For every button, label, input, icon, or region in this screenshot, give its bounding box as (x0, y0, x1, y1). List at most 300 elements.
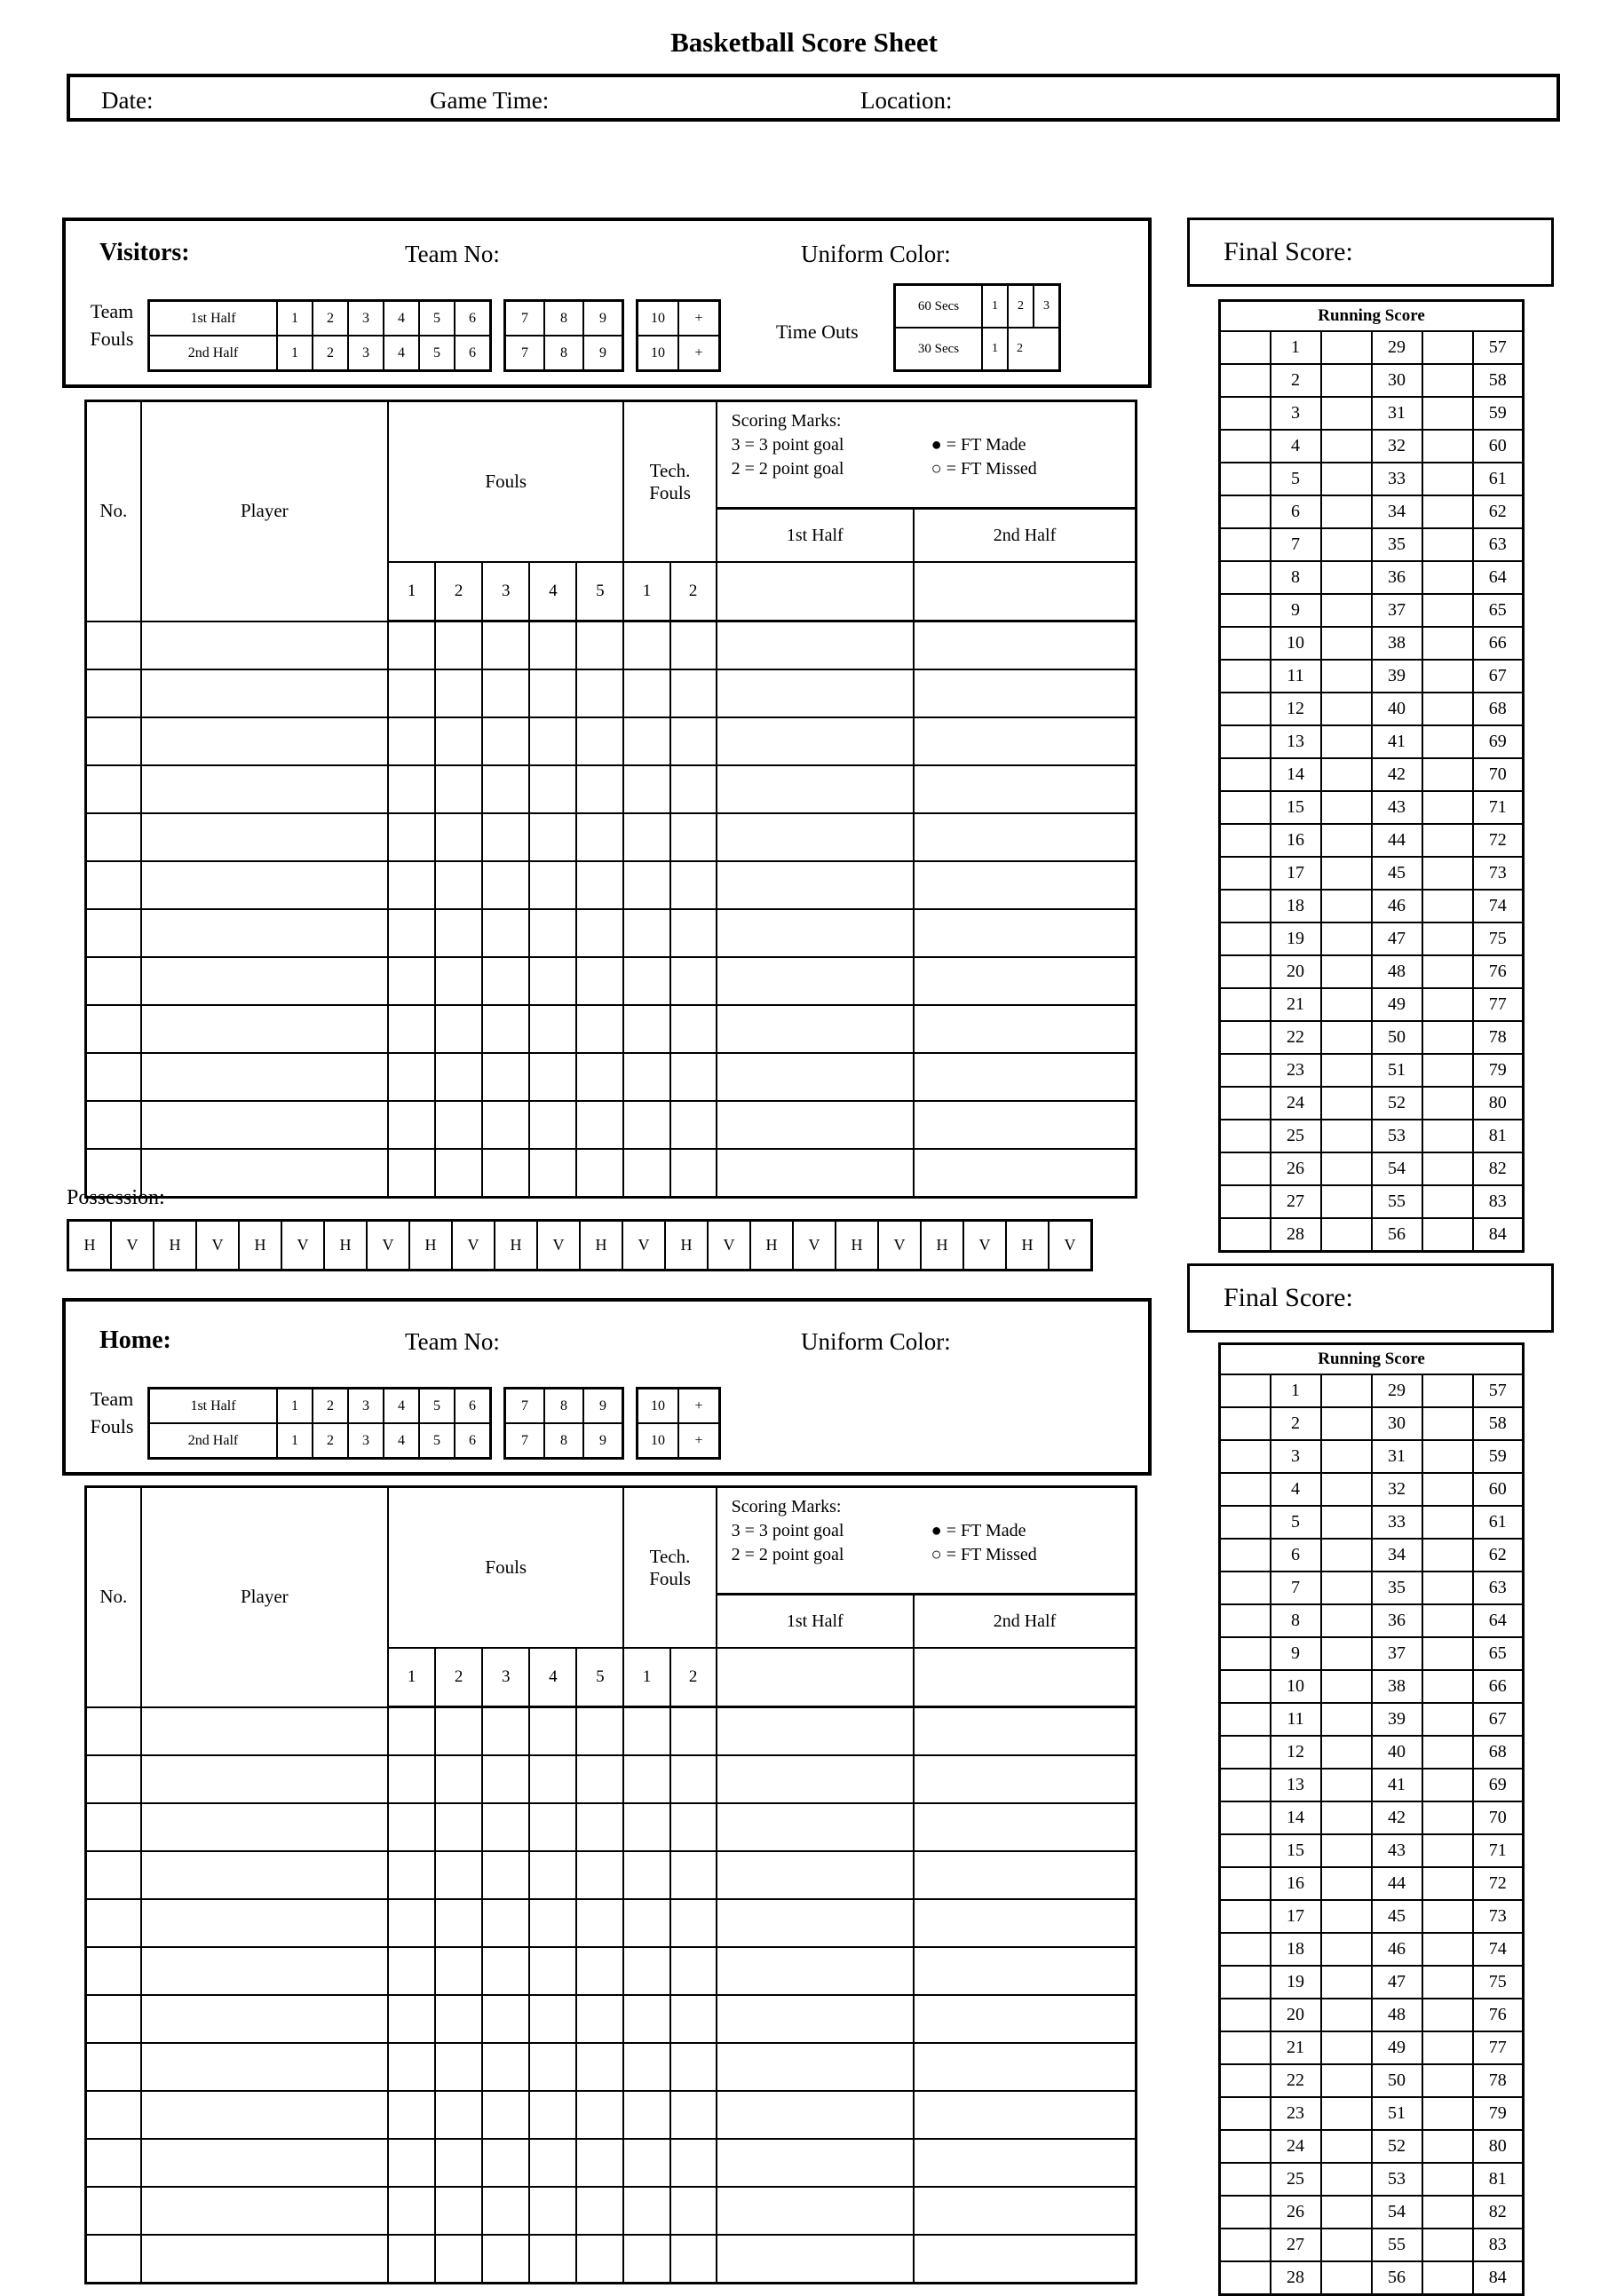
possession-cell: V (878, 1221, 921, 1271)
player-row (86, 1851, 1137, 1899)
score-mark-cell (1321, 857, 1372, 890)
foul-cell (435, 1803, 482, 1851)
player-row (86, 1755, 1137, 1803)
foul-cell (482, 2187, 529, 2235)
home-fouls-group-1-6 (147, 1387, 492, 1460)
score-number-cell: 53 (1372, 1120, 1422, 1152)
player-no-cell (86, 2091, 141, 2139)
visitors-fouls-group-1-6 (147, 299, 492, 372)
score-number-cell: 18 (1271, 1933, 1321, 1966)
score-mark-cell (1220, 988, 1271, 1021)
home-section (62, 1298, 1152, 1476)
score-mark-cell (1422, 561, 1473, 594)
fouls-column-header: Fouls (388, 1487, 623, 1649)
second-half-score-cell (914, 2139, 1137, 2187)
tech-foul-cell (670, 1101, 717, 1149)
score-mark-cell (1321, 1440, 1372, 1473)
possession-cell: H (921, 1221, 963, 1271)
possession-label: Possession: (67, 1186, 165, 1209)
running-score-row (1220, 2064, 1524, 2097)
score-mark-cell (1422, 1801, 1473, 1834)
tech-foul-cell (670, 957, 717, 1005)
score-mark-cell (1321, 2163, 1372, 2196)
first-half-score-cell (717, 2091, 914, 2139)
player-name-cell (141, 2235, 388, 2284)
score-number-cell: 14 (1271, 758, 1321, 791)
foul-cell (529, 1995, 576, 2043)
foul-number-cell: 5 (419, 336, 455, 371)
tech-foul-cell (623, 2187, 669, 2235)
second-half-score-cell (914, 909, 1137, 957)
foul-number-cell: 7 (505, 1389, 545, 1424)
score-number-cell: 57 (1473, 1374, 1524, 1407)
player-no-cell (86, 717, 141, 765)
score-mark-cell (1220, 2130, 1271, 2163)
second-half-score-cell (914, 622, 1137, 670)
second-half-header: 2nd Half (914, 1595, 1137, 1649)
foul-cell (388, 1149, 435, 1198)
score-number-cell: 74 (1473, 890, 1524, 922)
possession-cell: V (537, 1221, 580, 1271)
score-number-cell: 58 (1473, 364, 1524, 397)
possession-cell: V (963, 1221, 1006, 1271)
player-name-cell (141, 2187, 388, 2235)
score-mark-cell (1321, 2097, 1372, 2130)
player-no-cell (86, 1707, 141, 1756)
player-name-cell (141, 669, 388, 717)
foul-cell (435, 2139, 482, 2187)
player-no-cell (86, 1005, 141, 1053)
score-mark-cell (1422, 693, 1473, 725)
second-half-score-cell (914, 1149, 1137, 1198)
running-score-row (1220, 1834, 1524, 1867)
first-half-score-cell (717, 909, 914, 957)
score-number-cell: 83 (1473, 2229, 1524, 2261)
score-mark-cell (1220, 528, 1271, 561)
tech-foul-cell (670, 622, 717, 670)
foul-cell (388, 909, 435, 957)
foul-number-cell: 2 (313, 336, 348, 371)
tech-foul-cell (670, 909, 717, 957)
score-number-cell: 37 (1372, 594, 1422, 627)
score-mark-cell (1220, 430, 1271, 463)
player-name-cell (141, 1707, 388, 1756)
score-mark-cell (1321, 791, 1372, 824)
score-mark-cell (1220, 1473, 1271, 1506)
score-mark-cell (1321, 1218, 1372, 1252)
score-number-cell: 79 (1473, 2097, 1524, 2130)
running-score-row (1220, 1506, 1524, 1539)
timeout-cell: 2 (1008, 285, 1034, 329)
score-number-cell: 61 (1473, 463, 1524, 495)
score-number-cell: 67 (1473, 660, 1524, 693)
player-name-cell (141, 957, 388, 1005)
possession-cell: V (708, 1221, 750, 1271)
ft-missed-dot-icon: ○ (931, 459, 942, 479)
score-number-cell: 59 (1473, 1440, 1524, 1473)
foul-number-cell: 4 (384, 1423, 419, 1459)
first-half-score-cell (717, 622, 914, 670)
score-number-cell: 35 (1372, 1572, 1422, 1604)
score-mark-cell (1321, 988, 1372, 1021)
score-mark-cell (1422, 824, 1473, 857)
score-number-cell: 31 (1372, 397, 1422, 430)
foul-cell (529, 1101, 576, 1149)
foul-cell (529, 1707, 576, 1756)
score-mark-cell (1422, 594, 1473, 627)
running-score-row (1220, 1539, 1524, 1572)
score-mark-cell (1220, 890, 1271, 922)
score-mark-cell (1321, 2064, 1372, 2097)
score-number-cell: 82 (1473, 1152, 1524, 1185)
score-number-cell: 28 (1271, 1218, 1321, 1252)
player-no-cell (86, 1755, 141, 1803)
foul-cell (435, 1053, 482, 1101)
score-number-cell: 7 (1271, 528, 1321, 561)
score-number-cell: 65 (1473, 1637, 1524, 1670)
foul-cell (576, 2043, 623, 2091)
score-number-cell: 40 (1372, 693, 1422, 725)
team-fouls-row (149, 1423, 491, 1459)
score-number-cell: 14 (1271, 1801, 1321, 1834)
first-half-score-cell (717, 1149, 914, 1198)
foul-number-cell: 3 (348, 1389, 384, 1424)
foul-cell (482, 765, 529, 813)
score-number-cell: 30 (1372, 364, 1422, 397)
foul-cell (388, 2187, 435, 2235)
score-number-cell: 39 (1372, 1703, 1422, 1736)
timeout-cell: 3 (1034, 285, 1060, 329)
score-mark-cell (1422, 331, 1473, 364)
score-number-cell: 24 (1271, 2130, 1321, 2163)
score-number-cell: 23 (1271, 1054, 1321, 1087)
tech-foul-cell (670, 2091, 717, 2139)
foul-cell (388, 1995, 435, 2043)
foul-cell (482, 1149, 529, 1198)
tech-foul-cell (670, 813, 717, 861)
score-number-cell: 12 (1271, 1736, 1321, 1769)
first-half-score-cell (717, 2043, 914, 2091)
foul-number-cell: 9 (583, 336, 623, 371)
score-mark-cell (1321, 1867, 1372, 1900)
possession-cell: H (409, 1221, 452, 1271)
first-half-score-cell (717, 2139, 914, 2187)
foul-cell (482, 1101, 529, 1149)
player-table-header-row (86, 401, 1137, 509)
score-number-cell: 65 (1473, 594, 1524, 627)
score-number-cell: 60 (1473, 430, 1524, 463)
score-number-cell: 69 (1473, 725, 1524, 758)
player-no-cell (86, 2139, 141, 2187)
score-mark-cell (1220, 1637, 1271, 1670)
player-rows (86, 1707, 1137, 2284)
running-score-row (1220, 1120, 1524, 1152)
running-score-row (1220, 1999, 1524, 2031)
second-half-score-cell (914, 2187, 1137, 2235)
score-mark-cell (1321, 725, 1372, 758)
tech-foul-cell (623, 2235, 669, 2284)
scoring-marks-legend (717, 1487, 1137, 1595)
score-number-cell: 16 (1271, 1867, 1321, 1900)
score-number-cell: 71 (1473, 1834, 1524, 1867)
running-score-row (1220, 1440, 1524, 1473)
score-number-cell: 61 (1473, 1506, 1524, 1539)
score-number-cell: 12 (1271, 693, 1321, 725)
legend-row: 2 = 2 point goal ○ = FT Missed (732, 1543, 1135, 1567)
score-number-cell: 75 (1473, 922, 1524, 955)
score-number-cell: 8 (1271, 1604, 1321, 1637)
score-number-cell: 4 (1271, 430, 1321, 463)
score-number-cell: 22 (1271, 1021, 1321, 1054)
foul-number-cell: 7 (505, 1423, 545, 1459)
possession-cell: V (111, 1221, 154, 1271)
running-score-row (1220, 2261, 1524, 2295)
foul-number-cell: + (678, 1389, 720, 1424)
foul-cell (388, 1707, 435, 1756)
score-mark-cell (1220, 463, 1271, 495)
score-number-cell: 5 (1271, 1506, 1321, 1539)
score-mark-cell (1422, 1604, 1473, 1637)
score-number-cell: 66 (1473, 1670, 1524, 1703)
score-number-cell: 53 (1372, 2163, 1422, 2196)
score-mark-cell (1321, 1021, 1372, 1054)
no-column-header: No. (86, 401, 141, 622)
tech-count-header: 1 (623, 562, 669, 622)
foul-number-cell: + (678, 336, 720, 371)
score-number-cell: 73 (1473, 1900, 1524, 1933)
foul-cell (576, 2235, 623, 2284)
player-row (86, 2139, 1137, 2187)
score-mark-cell (1220, 955, 1271, 988)
tech-foul-cell (623, 2043, 669, 2091)
running-score-row (1220, 1933, 1524, 1966)
scoring-marks-title: Scoring Marks: (731, 411, 842, 431)
foul-number-cell: 6 (455, 1389, 491, 1424)
tech-foul-cell (670, 1803, 717, 1851)
scoring-marks-title: Scoring Marks: (731, 1497, 842, 1516)
score-number-cell: 83 (1473, 1185, 1524, 1218)
score-number-cell: 67 (1473, 1703, 1524, 1736)
foul-cell (482, 1899, 529, 1947)
first-half-score-cell (717, 2235, 914, 2284)
score-number-cell: 32 (1372, 430, 1422, 463)
score-number-cell: 71 (1473, 791, 1524, 824)
foul-cell (435, 1947, 482, 1995)
score-number-cell: 40 (1372, 1736, 1422, 1769)
second-half-blank (914, 1648, 1137, 1707)
team-fouls-row (505, 301, 623, 336)
score-number-cell: 20 (1271, 1999, 1321, 2031)
score-number-cell: 55 (1372, 2229, 1422, 2261)
team-fouls-row (505, 1423, 623, 1459)
score-mark-cell (1321, 2130, 1372, 2163)
foul-cell (529, 1803, 576, 1851)
player-no-cell (86, 2187, 141, 2235)
score-mark-cell (1422, 1506, 1473, 1539)
score-mark-cell (1220, 1539, 1271, 1572)
score-number-cell: 20 (1271, 955, 1321, 988)
score-number-cell: 8 (1271, 561, 1321, 594)
score-mark-cell (1220, 1867, 1271, 1900)
score-number-cell: 55 (1372, 1185, 1422, 1218)
second-half-score-cell (914, 1995, 1137, 2043)
foul-cell (482, 1005, 529, 1053)
home-team-fouls-label: Team Fouls (90, 1388, 134, 1437)
first-half-score-cell (717, 2187, 914, 2235)
score-number-cell: 77 (1473, 2031, 1524, 2064)
score-number-cell: 56 (1372, 1218, 1422, 1252)
possession-cell: V (1049, 1221, 1092, 1271)
player-no-cell (86, 1947, 141, 1995)
tech-foul-cell (670, 669, 717, 717)
foul-cell (435, 2187, 482, 2235)
second-half-score-cell (914, 1005, 1137, 1053)
foul-cell (529, 2187, 576, 2235)
score-mark-cell (1422, 1473, 1473, 1506)
score-mark-cell (1422, 495, 1473, 528)
legend-row: 2 = 2 point goal ○ = FT Missed (732, 457, 1135, 481)
foul-cell (482, 2139, 529, 2187)
score-number-cell: 43 (1372, 1834, 1422, 1867)
foul-count-header: 2 (435, 1648, 482, 1707)
score-mark-cell (1422, 1703, 1473, 1736)
player-name-cell (141, 765, 388, 813)
running-score-row (1220, 693, 1524, 725)
foul-number-cell: 4 (384, 1389, 419, 1424)
running-score-row (1220, 561, 1524, 594)
running-score-row (1220, 824, 1524, 857)
score-mark-cell (1321, 824, 1372, 857)
score-mark-cell (1422, 1999, 1473, 2031)
score-number-cell: 21 (1271, 2031, 1321, 2064)
score-number-cell: 6 (1271, 495, 1321, 528)
visitors-uniform-color-label: Uniform Color: (801, 241, 951, 267)
time-outs-table (893, 283, 1061, 372)
tech-count-header: 1 (623, 1648, 669, 1707)
score-number-cell: 84 (1473, 1218, 1524, 1252)
tech-foul-cell (623, 1851, 669, 1899)
foul-number-cell: 1 (277, 336, 313, 371)
score-number-cell: 16 (1271, 824, 1321, 857)
score-number-cell: 50 (1372, 2064, 1422, 2097)
score-number-cell: 15 (1271, 1834, 1321, 1867)
score-number-cell: 19 (1271, 922, 1321, 955)
running-score-row (1220, 857, 1524, 890)
foul-number-cell: 6 (455, 336, 491, 371)
score-mark-cell (1321, 1769, 1372, 1801)
score-number-cell: 80 (1473, 2130, 1524, 2163)
foul-number-cell: 4 (384, 336, 419, 371)
score-number-cell: 73 (1473, 857, 1524, 890)
score-mark-cell (1220, 791, 1271, 824)
foul-cell (529, 957, 576, 1005)
score-number-cell: 49 (1372, 988, 1422, 1021)
score-number-cell: 17 (1271, 857, 1321, 890)
first-half-score-cell (717, 669, 914, 717)
tech-foul-cell (670, 861, 717, 909)
score-mark-cell (1220, 1440, 1271, 1473)
foul-number-cell: 10 (638, 1389, 679, 1424)
running-score-row (1220, 1407, 1524, 1440)
score-number-cell: 46 (1372, 890, 1422, 922)
foul-number-cell: 7 (505, 336, 545, 371)
score-number-cell: 58 (1473, 1407, 1524, 1440)
time-outs-30s-row (895, 328, 1060, 371)
foul-cell (529, 1149, 576, 1198)
possession-row (68, 1221, 1092, 1271)
score-mark-cell (1422, 2261, 1473, 2295)
possession-cell: H (68, 1221, 112, 1271)
foul-cell (435, 909, 482, 957)
first-half-score-cell (717, 1005, 914, 1053)
score-mark-cell (1220, 1152, 1271, 1185)
tech-foul-cell (623, 957, 669, 1005)
score-number-cell: 39 (1372, 660, 1422, 693)
foul-cell (576, 622, 623, 670)
second-half-score-cell (914, 2235, 1137, 2284)
player-row (86, 1995, 1137, 2043)
foul-number-cell: 4 (384, 301, 419, 336)
half-label: 2nd Half (149, 1423, 278, 1459)
foul-cell (576, 2091, 623, 2139)
score-mark-cell (1422, 528, 1473, 561)
foul-cell (529, 717, 576, 765)
score-mark-cell (1321, 1999, 1372, 2031)
tech-foul-cell (623, 1995, 669, 2043)
visitors-team-no-label: Team No: (405, 241, 500, 267)
score-mark-cell (1220, 1604, 1271, 1637)
player-row (86, 1947, 1137, 1995)
foul-cell (576, 1707, 623, 1756)
second-half-score-cell (914, 861, 1137, 909)
score-mark-cell (1220, 857, 1271, 890)
score-mark-cell (1220, 2163, 1271, 2196)
score-mark-cell (1422, 1736, 1473, 1769)
score-mark-cell (1321, 1120, 1372, 1152)
running-score-row (1220, 955, 1524, 988)
foul-cell (435, 1707, 482, 1756)
possession-cell: V (622, 1221, 665, 1271)
foul-cell (435, 1899, 482, 1947)
tech-foul-cell (623, 765, 669, 813)
score-mark-cell (1220, 2097, 1271, 2130)
player-name-cell (141, 1899, 388, 1947)
timeout-cell: 2 (1008, 328, 1060, 371)
score-number-cell: 68 (1473, 693, 1524, 725)
team-fouls-row (638, 301, 720, 336)
player-row (86, 1899, 1137, 1947)
score-mark-cell (1321, 1900, 1372, 1933)
score-mark-cell (1422, 2229, 1473, 2261)
team-fouls-row (149, 301, 491, 336)
foul-cell (576, 1005, 623, 1053)
player-no-cell (86, 622, 141, 670)
foul-number-cell: 3 (348, 336, 384, 371)
tech-foul-cell (623, 2139, 669, 2187)
foul-cell (388, 1005, 435, 1053)
foul-cell (435, 622, 482, 670)
score-mark-cell (1321, 463, 1372, 495)
foul-count-header: 5 (576, 1648, 623, 1707)
score-mark-cell (1220, 495, 1271, 528)
score-number-cell: 42 (1372, 1801, 1422, 1834)
first-half-blank (717, 1648, 914, 1707)
running-score-row (1220, 922, 1524, 955)
tech-foul-cell (670, 717, 717, 765)
foul-number-cell: 1 (277, 1389, 313, 1424)
foul-count-header: 1 (388, 1648, 435, 1707)
running-score-row (1220, 1374, 1524, 1407)
